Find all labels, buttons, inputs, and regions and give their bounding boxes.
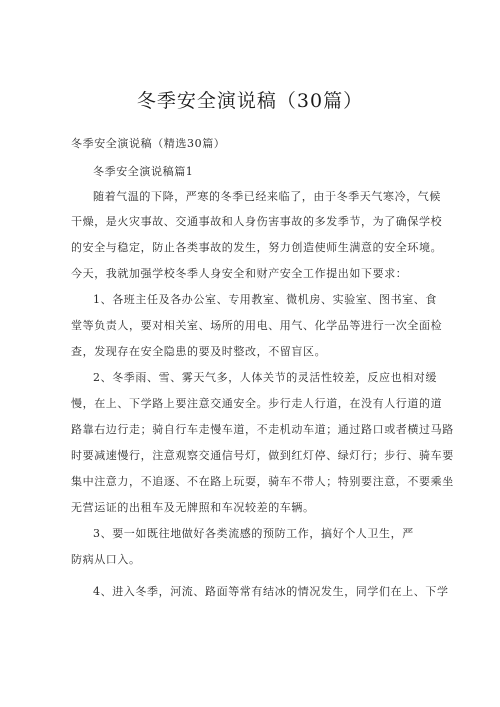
paragraph-line: 随着气温的下降，严寒的冬季已经来临了，由于冬季天气寒冷，气候 — [93, 190, 441, 203]
paragraph-line: 1、各班主任及各办公室、专用教室、微机房、实验室、图书室、食 — [93, 293, 437, 306]
paragraph-line: 无营运证的出租车及无牌照和车况较差的车辆。 — [71, 501, 315, 514]
paragraph-line: 3、要一如既往地做好各类流感的预防工作，搞好个人卫生，严 — [93, 527, 414, 540]
section-heading: 冬季安全演说稿篇1 — [93, 165, 194, 178]
paragraph-line: 路靠右边行走；骑自行车走慢车道，不走机动车道；通过路口或者横过马路 — [71, 423, 454, 436]
paragraph-line: 防病从口入。 — [71, 553, 141, 566]
paragraph-line: 的安全与稳定，防止各类事故的发生，努力创造使师生满意的安全环境。 — [71, 241, 443, 254]
document-subtitle: 冬季安全演说稿（精选30篇） — [71, 137, 226, 150]
paragraph-line: 2、冬季雨、雪、雾天气多，人体关节的灵活性较差，反应也相对缓 — [93, 371, 437, 384]
paragraph-line: 堂等负责人，要对相关室、场所的用电、用气、化学品等进行一次全面检 — [71, 319, 443, 332]
paragraph-line: 4、进入冬季，河流、路面等常有结冰的情况发生，同学们在上、下学 — [93, 585, 449, 598]
paragraph-line: 今天，我就加强学校冬季人身安全和财产安全工作提出如下要求： — [71, 267, 408, 280]
paragraph-line: 干燥，是火灾事故、交通事故和人身伤害事故的多发季节，为了确保学校 — [71, 215, 443, 228]
document-title: 冬季安全演说稿（30篇） — [136, 90, 364, 112]
paragraph-line: 时要减速慢行，注意观察交通信号灯，做到红灯停、绿灯行；步行、骑车要 — [71, 449, 454, 462]
paragraph-line: 慢，在上、下学路上要注意交通安全。步行走人行道，在没有人行道的道 — [71, 397, 443, 410]
paragraph-line: 集中注意力，不追逐、不在路上玩耍，骑车不带人；特别要注意，不要乘坐 — [71, 475, 454, 488]
paragraph-line: 查，发现存在安全隐患的要及时整改，不留盲区。 — [71, 345, 327, 358]
